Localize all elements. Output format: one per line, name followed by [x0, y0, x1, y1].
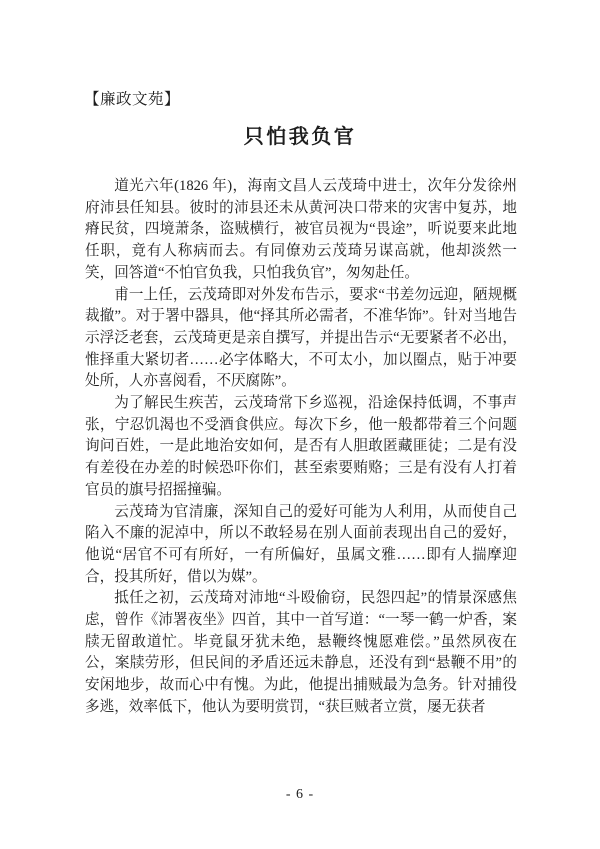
article-body: [85, 176, 517, 719]
page-number: - 6 -: [285, 787, 315, 802]
paragraph-1: 道光六年(1826 年)，海南文昌人云茂琦中进士，次年分发徐州府沛县任知县。彼时的沛县还未从黄河决口带来的灾害中复苏，地瘠民贫，四境萧条，盗贼横行，被官员视为“畏途”，听说要来此地任职，竟有人称病而去。有同僚劝云茂琦另谋高就，他却淡然一笑，回答道“不怕官负我，只怕我负官”，匆匆赴任。: [85, 178, 517, 281]
paragraph-3: 为了解民生疾苦，云茂琦常下乡巡视，沿途保持低调，不事声张，宁忍饥渴也不受酒食供应。每次下乡，他一般都带着三个问题询问百姓，一是此地治安如何，是否有人胆敢匿藏匪徒；二是有没有差役在办差的时候恐吓你们，甚至索要贿赂；三是有没有人打着官员的旗号招摇撞骗。: [85, 395, 517, 498]
paragraph-2: 甫一上任，云茂琦即对外发布告示，要求“书差勿远迎，陋规概裁撤”。对于署中器具，他“择其所必需者，不准华饰”。针对当地告示浮泛老套，云茂琦更是亲自撰写，并提出告示“无要紧者不必出，惟择重大紧切者……必字体略大，不可太小，加以圈点，贴于冲要处所，人亦喜阅看，不厌腐陈”。: [85, 286, 517, 390]
section-header: 【廉政文苑】: [84, 91, 181, 108]
paragraph-5: 抵任之初，云茂琦对沛地“斗殴偷窃，民怨四起”的情景深感焦虑，曾作《沛署夜坐》四首，其中一首写道：“一琴一鹤一炉香，案牍无留敢道忙。毕竟鼠牙犹未绝，悬鞭终愧愿难偿。”虽然夙夜在公，案牍劳形，但民间的矛盾还远未静息，还没有到“悬鞭不用”的安闲地步，故而心中有愧。为此，他提出捕贼最为急务。针对捕役多逃，效率低下，他认为要明赏罚，“获巨贼者立赏，屡无获者: [85, 590, 517, 715]
paragraph-4: 云茂琦为官清廉，深知自己的爱好可能为人利用，从而使自己陷入不廉的泥淖中，所以不敢轻易在别人面前表现出自己的爱好，他说“居官不可有所好，一有所偏好，虽属文雅……即有人揣摩迎合，投其所好，借以为媒”。: [85, 503, 517, 585]
article-title: 只怕我负官: [243, 126, 357, 148]
